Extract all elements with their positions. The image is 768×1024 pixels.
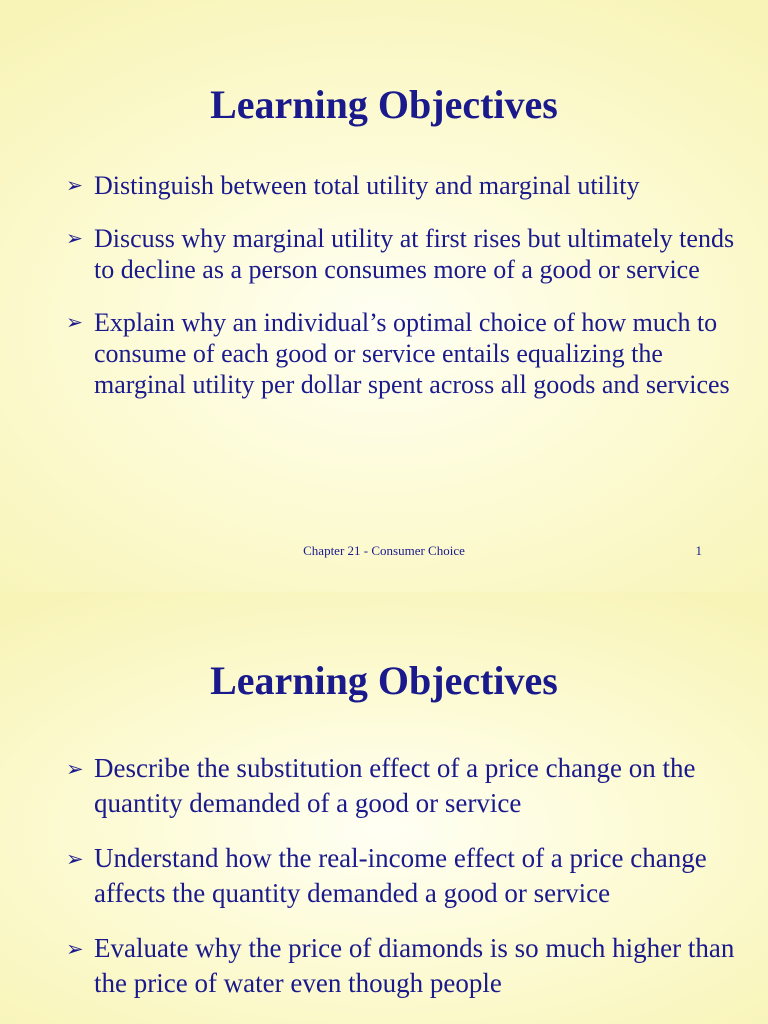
- bullet-item: [66, 931, 738, 1001]
- bullet-item: [66, 841, 738, 911]
- bullet-text: Understand how the real-income effect of a price change affects the quantity demanded a good or service: [94, 843, 707, 908]
- arrow-bullet-icon: ➢: [66, 756, 84, 781]
- bullet-text: Describe the substitution effect of a price change on the quantity demanded of a good or service: [94, 753, 696, 818]
- arrow-bullet-icon: ➢: [66, 936, 84, 961]
- bullet-item: [66, 223, 738, 285]
- bullet-item: [66, 170, 738, 201]
- page-number: 1: [695, 543, 702, 558]
- bullet-item: [66, 307, 738, 400]
- bullet-text: Distinguish between total utility and marginal utility: [94, 171, 640, 200]
- arrow-bullet-icon: ➢: [66, 846, 84, 871]
- bullet-list: [66, 170, 738, 422]
- bullet-text: Discuss why marginal utility at first rises but ultimately tends to decline as a person consumes more of a good or service: [94, 224, 735, 284]
- bullet-text: Explain why an individual’s optimal choice of how much to consume of each good or service entails equalizing the marginal utility per dollar spent across all goods and services: [94, 308, 730, 399]
- arrow-bullet-icon: ➢: [66, 173, 83, 197]
- slide-2: [0, 592, 768, 1024]
- bullet-item: [66, 751, 738, 821]
- slide-title: Learning Objectives: [210, 658, 558, 703]
- bullet-list: [66, 751, 738, 1021]
- arrow-bullet-icon: ➢: [66, 310, 83, 334]
- slide-title: Learning Objectives: [210, 82, 558, 127]
- bullet-text: Evaluate why the price of diamonds is so much higher than the price of water even though people: [94, 933, 735, 998]
- arrow-bullet-icon: ➢: [66, 226, 83, 250]
- slide-footer: Chapter 21 - Consumer Choice: [303, 543, 465, 558]
